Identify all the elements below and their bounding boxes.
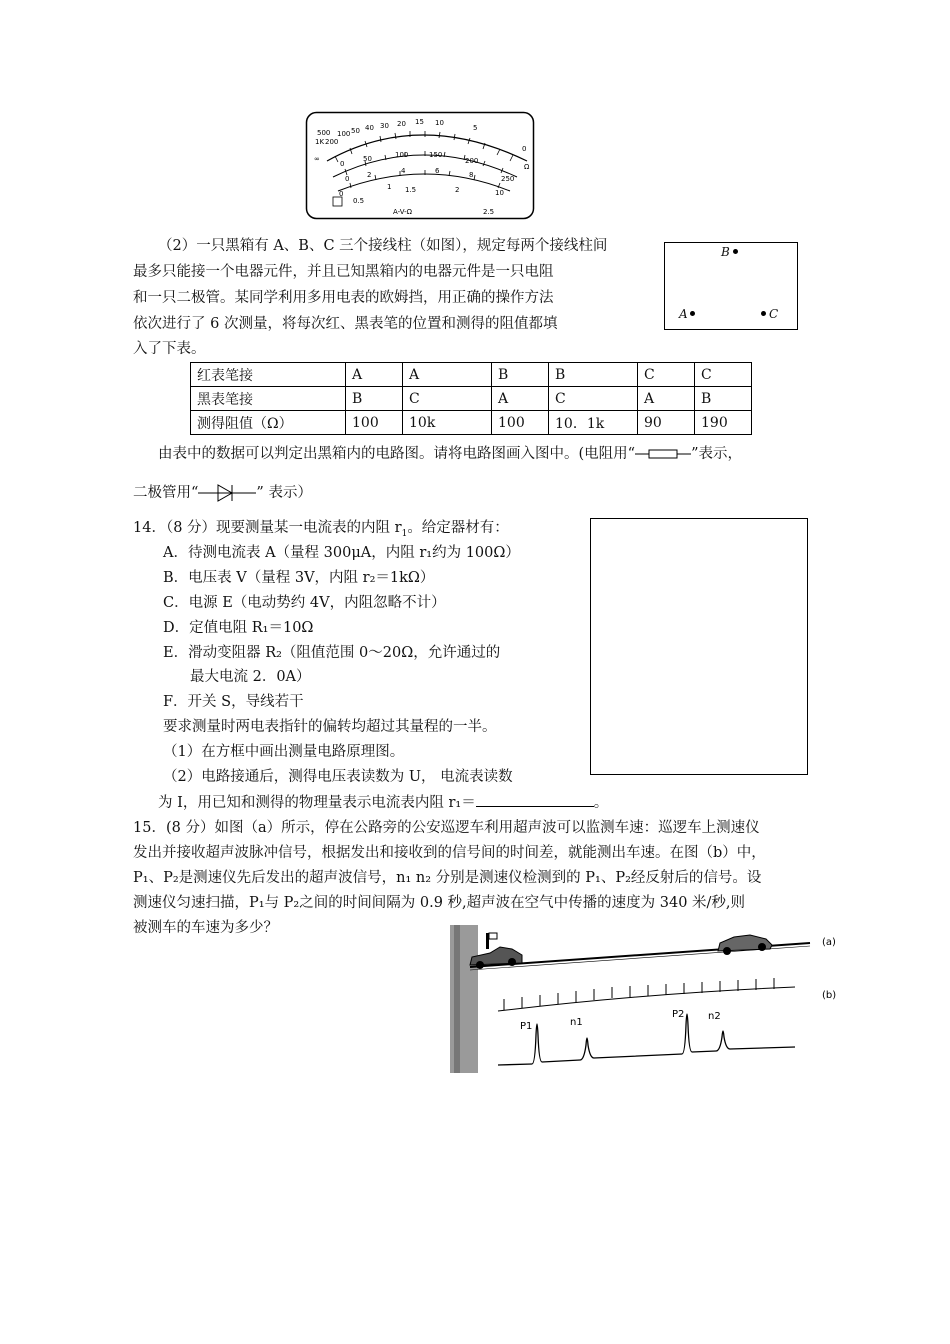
q14-option-b: B．电压表 V（量程 3V，内阻 r₂＝1kΩ）: [163, 570, 435, 586]
ac-tick-label: 0: [339, 190, 344, 198]
table-cell: C: [403, 387, 492, 411]
mid-tick-label: 2: [367, 171, 372, 179]
dc-tick-label: 100: [395, 151, 409, 159]
ohm-tick-label: 1K: [315, 138, 325, 146]
table-cell: 10．1k: [549, 411, 638, 435]
dc-tick-label: 50: [363, 155, 372, 163]
q13-text-line: 和一只二极管。某同学利用多用电表的欧姆挡，用正确的操作方法: [133, 290, 554, 306]
pulse-label-p1: P1: [520, 1021, 533, 1032]
q14-option-c: C．电源 E（电动势约 4V，内阻忽略不计）: [163, 595, 446, 611]
ac-tick-label: 0.5: [353, 197, 365, 205]
q14-subquestion-2-cont: [158, 792, 608, 813]
table-cell: B: [549, 363, 638, 387]
q13-instruction-text: 二极管用“: [133, 485, 199, 501]
answer-blank[interactable]: [476, 792, 594, 807]
q14-option-d: D．定值电阻 R₁＝10Ω: [163, 620, 314, 636]
q14-subquestion-1: （1）在方框中画出测量电路原理图。: [163, 744, 405, 760]
table-cell: 100: [346, 411, 403, 435]
ohm-tick-label: 100: [337, 130, 351, 138]
mid-tick-label: 6: [435, 167, 440, 175]
q15-text-line: 发出并接收超声波脉冲信号，根据发出和接收到的信号间的时间差，就能测出车速。在图（b）中，: [133, 845, 766, 861]
q15-text-line: P₁、P₂是测速仪先后发出的超声波信号，n₁ n₂ 分别是测速仪检测到的 P₁、P₂经反射后的信号。设: [133, 870, 762, 886]
table-cell: A: [346, 363, 403, 387]
ac-tick-label: 1.5: [405, 186, 417, 194]
table-cell: A: [638, 387, 695, 411]
q14-option-f: F．开关 S，导线若干: [163, 694, 304, 710]
black-box[interactable]: [664, 242, 798, 330]
dc-tick-label: 150: [429, 151, 443, 159]
meter-bottom-label: A-V-Ω: [393, 208, 413, 216]
q14-option-e: E．滑动变阻器 R₂（阻值范围 0～20Ω，允许通过的: [163, 645, 501, 661]
ac-tick-label: 2.5: [483, 208, 495, 216]
dc-tick-label: 250: [501, 175, 515, 183]
q14-answer-prompt: 为 I，用已知和测得的物理量表示电流表内阻 r₁＝: [158, 795, 476, 811]
table-cell: B: [492, 363, 549, 387]
table-cell: B: [346, 387, 403, 411]
row-label: 测得阻值（Ω）: [191, 411, 346, 435]
resistor-icon: [635, 448, 691, 460]
q15-text-line: 测速仪匀速扫描，P₁与 P₂之间的时间间隔为 0.9 秒,超声波在空气中传播的速度为 340 米/秒,则: [133, 895, 746, 911]
ohm-tick-label: 500: [317, 129, 331, 137]
q14-title-text: 14．（8 分）现要测量某一电流表的内阻 r: [133, 520, 402, 536]
q13-instruction-line: [133, 482, 312, 504]
q14-subquestion-2: （2）电路接通后，测得电压表读数为 U， 电流表读数: [163, 769, 513, 785]
q13-text-line: 依次进行了 6 次测量，将每次红、黑表笔的位置和测得的阻值都填: [133, 316, 558, 332]
dc-tick-label: 200: [465, 157, 479, 165]
ohm-tick-label: 15: [415, 118, 424, 126]
infinity-symbol: ∞: [314, 155, 320, 163]
table-cell: 10k: [403, 411, 492, 435]
table-cell: A: [403, 363, 492, 387]
terminal-a-label: A: [679, 307, 688, 321]
ohm-tick-label: 0: [522, 145, 527, 153]
q13-text-line: 入了下表。: [133, 341, 206, 357]
mid-tick-label: 4: [401, 167, 406, 175]
q13-instruction-text: ”表示，: [691, 446, 742, 462]
ohm-tick-label: 200: [325, 138, 339, 146]
q14-answer-end: 。: [593, 795, 609, 811]
q14-title-end: 。给定器材有：: [407, 520, 509, 536]
table-cell: A: [492, 387, 549, 411]
target-car: [718, 935, 772, 955]
row-label: 红表笔接: [191, 363, 346, 387]
terminal-c-label: C: [769, 307, 779, 321]
ohm-tick-label: 40: [365, 124, 374, 132]
q13-text-line: 最多只能接一个电器元件，并且已知黑箱内的电器元件是一只电阻: [133, 264, 554, 280]
terminal-b-label: B: [721, 245, 730, 259]
ohm-tick-label: 30: [380, 122, 389, 130]
ohm-symbol: Ω: [524, 163, 530, 171]
ohm-tick-label: 20: [397, 120, 406, 128]
table-cell: C: [695, 363, 752, 387]
mid-tick-label: 10: [495, 189, 504, 197]
ohm-tick-label: 10: [435, 119, 444, 127]
terminal-a-dot: [690, 311, 695, 316]
mid-tick-label: 8: [469, 171, 474, 179]
dc-tick-label: 0: [340, 160, 345, 168]
table-cell: 190: [695, 411, 752, 435]
mid-tick-label: 0: [345, 175, 350, 183]
table-row: [191, 411, 752, 435]
q15-text-line: 被测车的车速为多少？: [133, 920, 278, 936]
q14-title-sub: 1: [401, 528, 408, 539]
figure-a-label: (a): [822, 937, 836, 948]
figure-b-label: (b): [822, 990, 837, 1001]
row-label: 黑表笔接: [191, 387, 346, 411]
measurement-table: [190, 362, 752, 435]
table-cell: 100: [492, 411, 549, 435]
q15-text-line: 15．(8 分）如图（a）所示，停在公路旁的公安巡逻车利用超声波可以监测车速：巡逻车上测速仪: [133, 820, 760, 836]
ohm-tick-label: 50: [351, 127, 360, 135]
q14-option-a: A．待测电流表 A（量程 300μA，内阻 r₁约为 100Ω）: [163, 545, 520, 561]
table-cell: C: [638, 363, 695, 387]
terminal-c-dot: [761, 311, 766, 316]
pulse-label-n1: n1: [570, 1017, 583, 1028]
table-row: [191, 387, 752, 411]
ac-tick-label: 1: [387, 183, 392, 191]
ac-tick-label: 2: [455, 186, 460, 194]
table-cell: C: [549, 387, 638, 411]
q14-requirement: 要求测量时两电表指针的偏转均超过其量程的一半。: [163, 719, 497, 735]
pulse-trace: [498, 1014, 795, 1065]
pulse-label-n2: n2: [708, 1011, 721, 1022]
diode-icon: [198, 482, 256, 504]
table-cell: 90: [638, 411, 695, 435]
circuit-answer-box[interactable]: [590, 518, 808, 775]
q13-instruction-text: 由表中的数据可以判定出黑箱内的电路图。请将电路图画入图中。(电阻用“: [158, 446, 636, 462]
speed-detector-figure: [450, 925, 845, 1073]
table-row: [191, 363, 752, 387]
table-cell: B: [695, 387, 752, 411]
ohm-tick-label: 5: [473, 124, 478, 132]
pulse-label-p2: P2: [672, 1009, 685, 1020]
q13-instruction-text: ” 表示）: [256, 485, 312, 501]
q13-instruction-line: [158, 444, 742, 464]
q13-text-line: （2）一只黑箱有 A、B、C 三个接线柱（如图），规定每两个接线柱间: [158, 238, 608, 254]
terminal-b-dot: [733, 249, 738, 254]
multimeter-dial: [305, 111, 535, 221]
q14-title: [133, 518, 509, 544]
q14-option-e-cont: 最大电流 2．0A）: [190, 669, 311, 685]
